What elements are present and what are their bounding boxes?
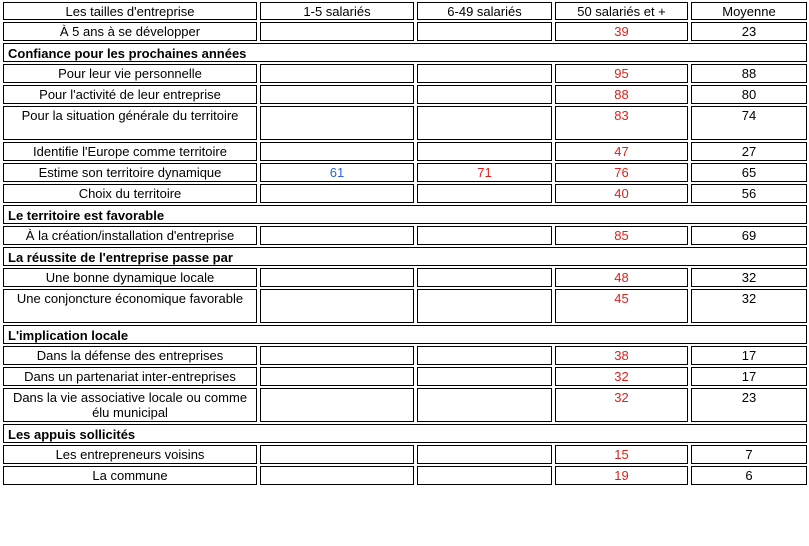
- cell-size-1-5: [260, 289, 414, 323]
- table-row: [3, 106, 807, 140]
- cell-size-50-plus: 76: [555, 163, 688, 182]
- row-label: Dans la défense des entreprises: [3, 346, 257, 365]
- row-label: Pour leur vie personnelle: [3, 64, 257, 83]
- cell-average: 7: [691, 445, 807, 464]
- row-label: À la création/installation d'entreprise: [3, 226, 257, 245]
- table-row: [3, 367, 807, 386]
- cell-size-1-5: [260, 142, 414, 161]
- cell-average: 56: [691, 184, 807, 203]
- cell-size-50-plus: 39: [555, 22, 688, 41]
- cell-size-6-49: [417, 142, 552, 161]
- cell-size-6-49: [417, 184, 552, 203]
- cell-size-1-5: [260, 268, 414, 287]
- row-label: Une bonne dynamique locale: [3, 268, 257, 287]
- cell-size-6-49: [417, 226, 552, 245]
- cell-size-6-49: [417, 445, 552, 464]
- cell-size-1-5: [260, 346, 414, 365]
- cell-average: 74: [691, 106, 807, 140]
- row-label: À 5 ans à se développer: [3, 22, 257, 41]
- cell-size-6-49: [417, 64, 552, 83]
- cell-average: 32: [691, 268, 807, 287]
- section-row: [3, 424, 807, 443]
- cell-average: 23: [691, 22, 807, 41]
- table-row: [3, 85, 807, 104]
- cell-average: 17: [691, 346, 807, 365]
- cell-size-1-5: [260, 445, 414, 464]
- header-row: [3, 2, 807, 20]
- cell-average: 32: [691, 289, 807, 323]
- cell-size-1-5: 61: [260, 163, 414, 182]
- section-row: [3, 325, 807, 344]
- cell-size-6-49: [417, 388, 552, 422]
- cell-size-1-5: [260, 184, 414, 203]
- row-label: Pour l'activité de leur entreprise: [3, 85, 257, 104]
- cell-size-1-5: [260, 226, 414, 245]
- cell-size-1-5: [260, 367, 414, 386]
- cell-size-50-plus: 47: [555, 142, 688, 161]
- table-row: [3, 22, 807, 41]
- row-label: Une conjoncture économique favorable: [3, 289, 257, 323]
- cell-size-50-plus: 32: [555, 367, 688, 386]
- cell-size-1-5: [260, 388, 414, 422]
- table-row: [3, 388, 807, 422]
- row-label: Pour la situation générale du territoire: [3, 106, 257, 140]
- header-size-50-plus: 50 salariés et +: [555, 2, 688, 20]
- row-label: Dans la vie associative locale ou comme élu municipal: [3, 388, 257, 422]
- header-average: Moyenne: [691, 2, 807, 20]
- section-heading: Les appuis sollicités: [3, 424, 807, 443]
- cell-size-1-5: [260, 466, 414, 485]
- table-row: [3, 346, 807, 365]
- section-heading: La réussite de l'entreprise passe par: [3, 247, 807, 266]
- cell-average: 27: [691, 142, 807, 161]
- row-label: Identifie l'Europe comme territoire: [3, 142, 257, 161]
- cell-size-50-plus: 15: [555, 445, 688, 464]
- row-label: Dans un partenariat inter-entreprises: [3, 367, 257, 386]
- cell-size-50-plus: 19: [555, 466, 688, 485]
- cell-size-6-49: 71: [417, 163, 552, 182]
- cell-size-50-plus: 85: [555, 226, 688, 245]
- cell-size-1-5: [260, 64, 414, 83]
- section-heading: Confiance pour les prochaines années: [3, 43, 807, 62]
- cell-average: 6: [691, 466, 807, 485]
- cell-size-6-49: [417, 346, 552, 365]
- cell-size-50-plus: 48: [555, 268, 688, 287]
- cell-average: 69: [691, 226, 807, 245]
- table-row: [3, 64, 807, 83]
- cell-average: 80: [691, 85, 807, 104]
- cell-average: 23: [691, 388, 807, 422]
- section-heading: Le territoire est favorable: [3, 205, 807, 224]
- section-row: [3, 205, 807, 224]
- cell-average: 65: [691, 163, 807, 182]
- row-label: Les entrepreneurs voisins: [3, 445, 257, 464]
- cell-average: 17: [691, 367, 807, 386]
- cell-size-6-49: [417, 289, 552, 323]
- cell-size-6-49: [417, 85, 552, 104]
- cell-size-1-5: [260, 106, 414, 140]
- cell-size-6-49: [417, 106, 552, 140]
- cell-size-1-5: [260, 85, 414, 104]
- cell-size-6-49: [417, 466, 552, 485]
- row-label: La commune: [3, 466, 257, 485]
- table-row: [3, 268, 807, 287]
- header-size-1-5: 1-5 salariés: [260, 2, 414, 20]
- table-row: [3, 466, 807, 485]
- cell-size-6-49: [417, 367, 552, 386]
- cell-size-50-plus: 45: [555, 289, 688, 323]
- cell-size-6-49: [417, 268, 552, 287]
- cell-size-50-plus: 95: [555, 64, 688, 83]
- row-label: Estime son territoire dynamique: [3, 163, 257, 182]
- cell-size-50-plus: 32: [555, 388, 688, 422]
- cell-size-50-plus: 83: [555, 106, 688, 140]
- table-row: [3, 289, 807, 323]
- table-row: [3, 226, 807, 245]
- table-row: [3, 184, 807, 203]
- cell-size-50-plus: 88: [555, 85, 688, 104]
- cell-size-6-49: [417, 22, 552, 41]
- header-label-column: Les tailles d'entreprise: [3, 2, 257, 20]
- section-row: [3, 43, 807, 62]
- cell-size-50-plus: 40: [555, 184, 688, 203]
- row-label: Choix du territoire: [3, 184, 257, 203]
- table-row: [3, 163, 807, 182]
- section-row: [3, 247, 807, 266]
- header-size-6-49: 6-49 salariés: [417, 2, 552, 20]
- cell-average: 88: [691, 64, 807, 83]
- cell-size-50-plus: 38: [555, 346, 688, 365]
- cell-size-1-5: [260, 22, 414, 41]
- table-row: [3, 142, 807, 161]
- table-body: [3, 22, 807, 485]
- table-row: [3, 445, 807, 464]
- section-heading: L'implication locale: [3, 325, 807, 344]
